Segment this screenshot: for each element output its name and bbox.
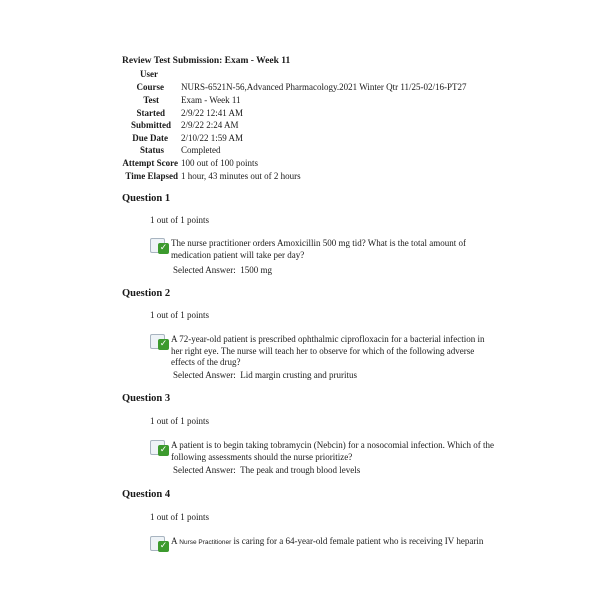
question-text-small: Nurse Practitioner <box>179 539 232 546</box>
selected-answer-label: Selected Answer: <box>173 265 236 275</box>
question-points: 1 out of 1 points <box>150 310 210 320</box>
selected-answer <box>173 370 357 380</box>
selected-answer-value: Lid margin crusting and pruritus <box>240 370 358 380</box>
question-text: A 72-year-old patient is prescribed ophthalmic ciprofloxacin for a bacterial infection in her right eye. The nurse will teach her to observe for which of the following adverse effects of the drug? <box>171 334 485 367</box>
correct-answer-icon: ✓ <box>150 536 169 545</box>
info-label-due-date: Due Date <box>132 133 168 143</box>
selected-answer-label: Selected Answer: <box>173 370 236 380</box>
info-value-status: Completed <box>181 145 221 155</box>
info-value-test: Exam - Week 11 <box>181 95 241 105</box>
selected-answer-value: The peak and trough blood levels <box>240 465 361 475</box>
info-label-attempt-score: Attempt Score <box>122 158 178 168</box>
selected-answer-label: Selected Answer: <box>173 465 236 475</box>
correct-answer-icon: ✓ <box>150 440 169 456</box>
correct-answer-icon: ✓ <box>150 334 169 350</box>
info-label-course: Course <box>136 82 164 92</box>
info-value-submitted: 2/9/22 2:24 AM <box>181 120 239 130</box>
info-value-due-date: 2/10/22 1:59 AM <box>181 133 244 143</box>
question-text: The nurse practitioner orders Amoxicillin 500 mg tid? What is the total amount of medication patient will take per day? <box>171 238 467 260</box>
question-points: 1 out of 1 points <box>150 215 210 225</box>
correct-answer-icon: ✓ <box>150 238 169 254</box>
question-heading: Question 1 <box>122 193 171 204</box>
info-label-started: Started <box>136 108 165 118</box>
info-value-time-elapsed: 1 hour, 43 minutes out of 2 hours <box>181 171 301 181</box>
selected-answer <box>173 465 360 475</box>
info-value-started: 2/9/22 12:41 AM <box>181 108 244 118</box>
info-label-time-elapsed: Time Elapsed <box>125 171 178 181</box>
info-label-submitted: Submitted <box>130 120 171 130</box>
question-text: A patient is to begin taking tobramycin (Nebcin) for a nosocomial infection. Which of the following assessments should the nurse prioritize? <box>171 440 494 462</box>
info-label-status: Status <box>139 145 164 155</box>
selected-answer-value: 1500 mg <box>240 265 272 275</box>
question-heading: Question 3 <box>122 393 171 404</box>
selected-answer <box>173 265 272 275</box>
question-points: 1 out of 1 points <box>150 512 210 522</box>
question-heading: Question 4 <box>122 489 171 500</box>
info-label-user: User <box>140 69 158 79</box>
page-title: Review Test Submission: Exam - Week 11 <box>122 56 291 66</box>
question-points: 1 out of 1 points <box>150 416 210 426</box>
info-label-test: Test <box>143 95 159 105</box>
info-value-attempt-score: 100 out of 100 points <box>181 158 259 168</box>
question-heading: Question 2 <box>122 288 171 299</box>
question-text: A Nurse Practitioner is caring for a 64-year-old female patient who is receiving IV heparin <box>171 536 484 546</box>
info-value-course: NURS-6521N-56,Advanced Pharmacology.2021 Winter Qtr 11/25-02/16-PT27 <box>181 82 467 92</box>
